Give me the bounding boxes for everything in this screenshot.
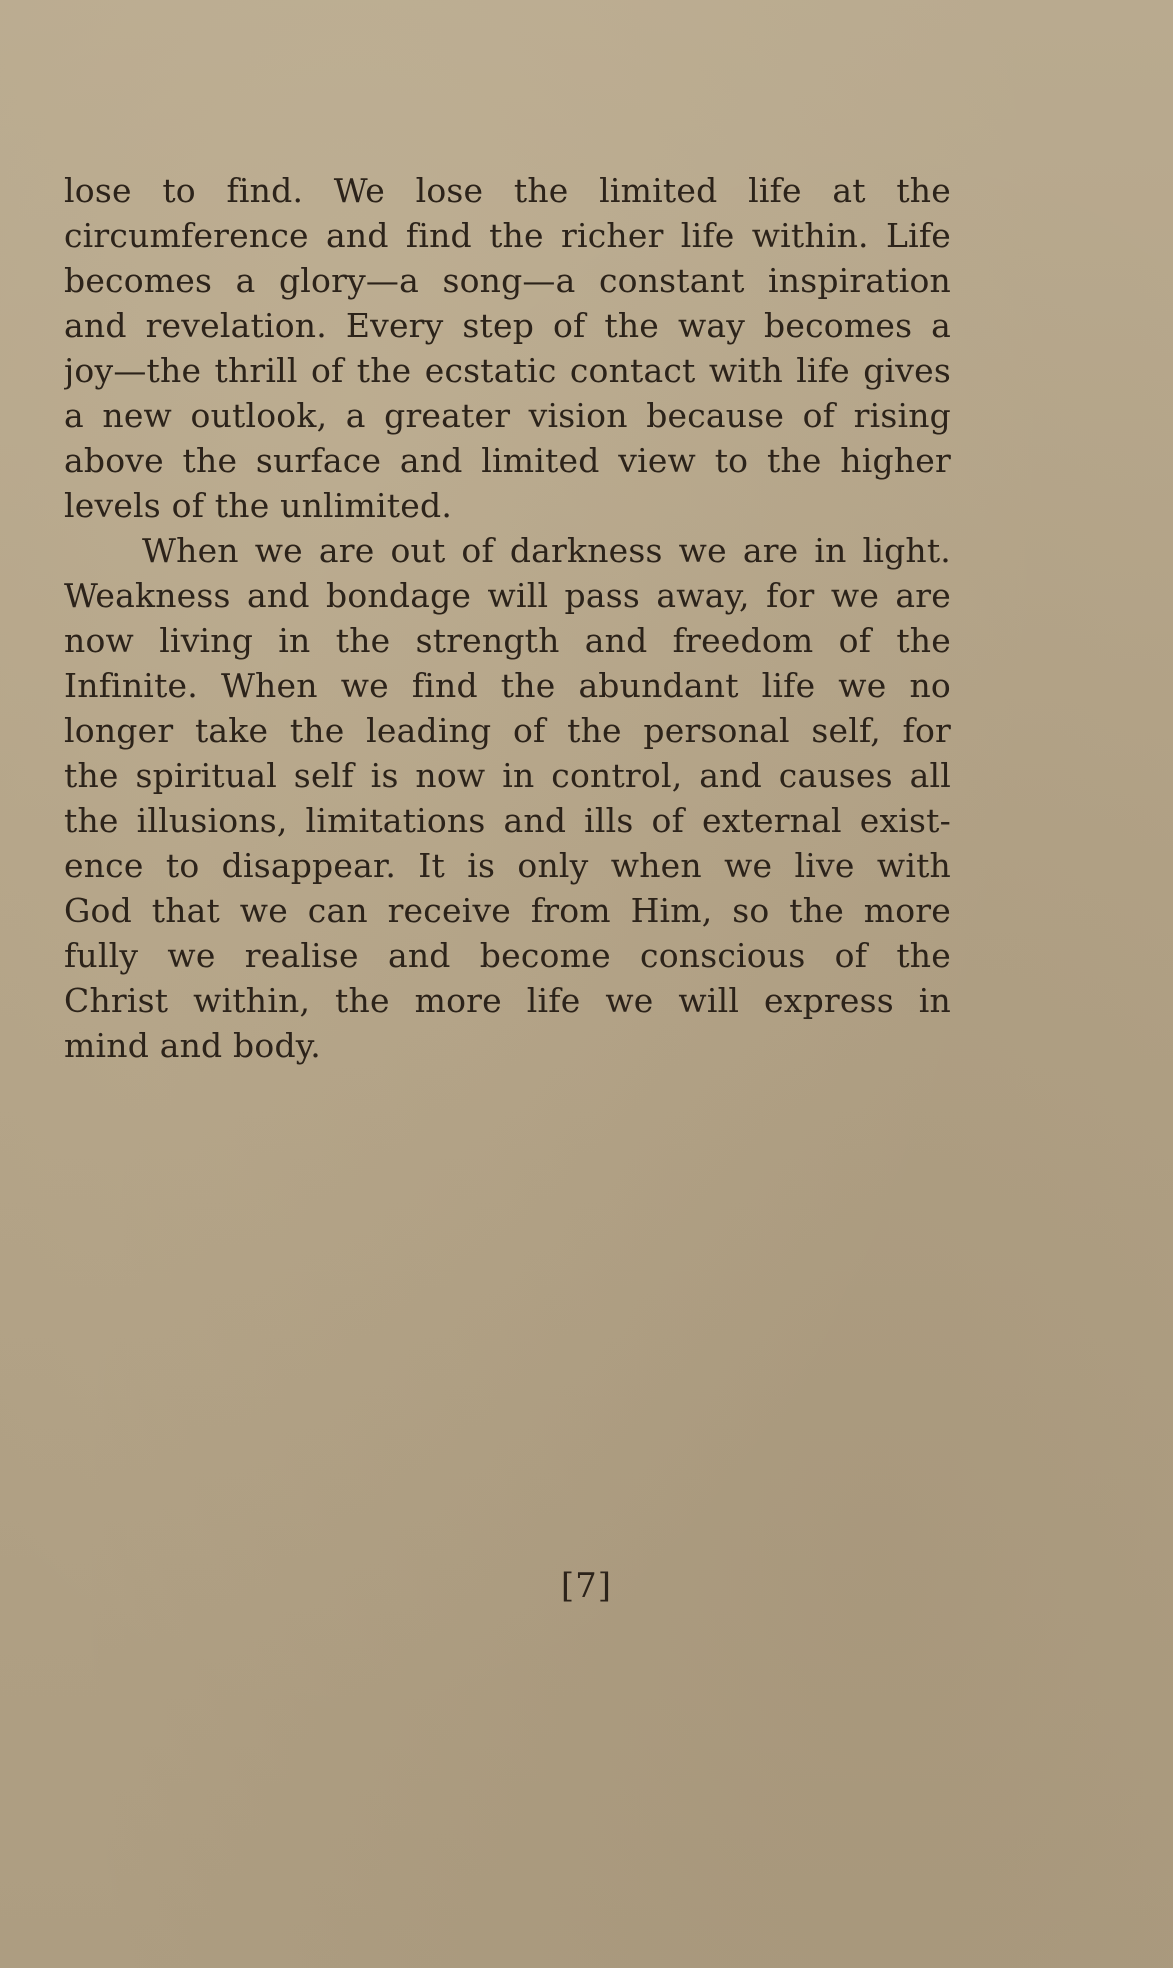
- text-line: joy—the thrill of the ecstatic contact with life gives: [64, 351, 951, 390]
- text-line: fully we realise and become conscious of the: [64, 936, 951, 975]
- text-line: the spiritual self is now in control, and causes all: [64, 756, 951, 795]
- text-line: Weakness and bondage will pass away, for we are: [64, 576, 951, 615]
- text-line: longer take the leading of the personal self, for: [64, 711, 951, 750]
- text-line: circumference and find the richer life within. Life: [64, 216, 951, 255]
- text-line: levels of the unlimited.: [64, 486, 453, 525]
- text-line: and revelation. Every step of the way becomes a: [64, 306, 951, 345]
- text-line: the illusions, limitations and ills of external exist-: [64, 801, 951, 840]
- text-line: Infinite. When we find the abundant life we no: [64, 666, 951, 705]
- text-line: a new outlook, a greater vision because of rising: [64, 396, 951, 435]
- text-line: lose to find. We lose the limited life at the: [64, 171, 951, 210]
- text-line: God that we can receive from Him, so the more: [64, 891, 951, 930]
- body-text: [64, 168, 951, 1068]
- text-line: above the surface and limited view to the higher: [64, 441, 951, 480]
- text-line: becomes a glory—a song—a constant inspiration: [64, 261, 951, 300]
- text-line: When we are out of darkness we are in light.: [142, 531, 951, 570]
- text-line: ence to disappear. It is only when we live with: [64, 846, 951, 885]
- text-line: Christ within, the more life we will express in: [64, 981, 951, 1020]
- text-line: mind and body.: [64, 1026, 321, 1065]
- text-line: now living in the strength and freedom of the: [64, 621, 951, 660]
- page-number: [7]: [560, 1566, 613, 1606]
